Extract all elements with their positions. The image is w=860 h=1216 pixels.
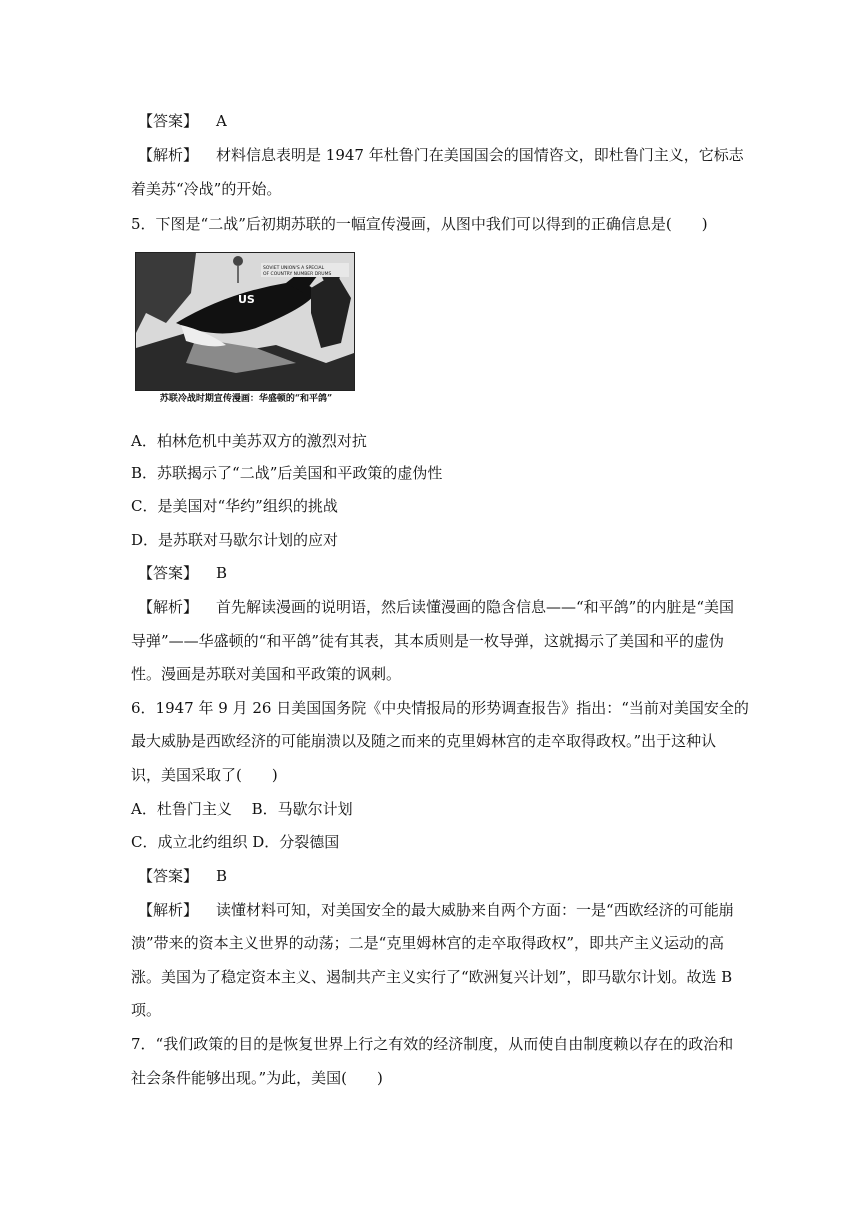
analysis-text: 项。 [131,1001,162,1019]
answer-value: B [216,867,228,885]
answer-value: A [216,112,227,130]
analysis-text: 涨。美国为了稳定资本主义、遏制共产主义实行了“欧洲复兴计划”，即马歇尔计划。故选 B [131,968,733,986]
analysis-text: 导弹”——华盛顿的“和平鸽”徒有其表，其本质则是一枚导弹，这就揭示了美国和平的虚伪 [131,632,725,650]
analysis-text: 读懂材料可知，对美国安全的最大威胁来自两个方面：一是“西欧经济的可能崩 [216,901,734,919]
analysis-text: 材料信息表明是 1947 年杜鲁门在美国国会的国情咨文，即杜鲁门主义，它标志 [216,146,744,164]
cartoon-us-label: US [238,293,255,306]
analysis-text: 溃”带来的资本主义世界的动荡；二是“克里姆林宫的走卒取得政权”，即共产主义运动的高 [131,934,725,952]
q6-answer [138,866,738,886]
answer-tag: 【答案】 [138,112,199,130]
q6-analysis [138,900,738,920]
analysis-text: 性。漫画是苏联对美国和平政策的讽刺。 [131,665,402,683]
question-stem: 识，美国采取了( ) [131,766,278,784]
q5-analysis [138,597,738,617]
option-d: D．是苏联对马歇尔计划的应对 [131,531,339,549]
cartoon-illustration [136,253,354,390]
option-a: A．柏林危机中美苏双方的激烈对抗 [131,432,367,450]
q5-answer [138,563,738,583]
figure-caption: 苏联冷战时期宣传漫画：华盛顿的“和平鸽” [159,394,333,404]
propaganda-cartoon-image [135,252,355,391]
q4-answer [138,111,738,131]
option-row: A．杜鲁门主义 B．马歇尔计划 [131,800,353,818]
analysis-tag: 【解析】 [138,901,199,919]
question-stem: 5．下图是“二战”后初期苏联的一幅宣传漫画，从图中我们可以得到的正确信息是( ) [131,215,708,233]
analysis-text: 着美苏“冷战”的开始。 [131,180,282,198]
question-stem: 最大威胁是西欧经济的可能崩溃以及随之而来的克里姆林宫的走卒取得政权。”出于这种认 [131,732,717,750]
q4-analysis [138,145,744,165]
question-stem: 6．1947 年 9 月 26 日美国国务院《中央情报局的形势调查报告》指出：“当前对美国安全的 [131,699,749,717]
question-stem: 7．“我们政策的目的是恢复世界上行之有效的经济制度，从而使自由制度赖以存在的政治和 [131,1035,734,1053]
question-stem: 社会条件能够出现。”为此，美国( ) [131,1069,383,1087]
analysis-tag: 【解析】 [138,598,199,616]
answer-tag: 【答案】 [138,867,199,885]
answer-tag: 【答案】 [138,564,199,582]
option-row: C．成立北约组织 D．分裂德国 [131,833,340,851]
option-b: B．苏联揭示了“二战”后美国和平政策的虚伪性 [131,464,443,482]
answer-value: B [216,564,228,582]
option-c: C．是美国对“华约”组织的挑战 [131,497,338,515]
analysis-text: 首先解读漫画的说明语，然后读懂漫画的隐含信息——“和平鸽”的内脏是“美国 [216,598,735,616]
cartoon-sign-text: SOVIET UNION'S A SPECIAL [263,266,325,271]
cartoon-sign-text: OF COUNTRY NUMBER DRUMS [263,272,332,277]
analysis-tag: 【解析】 [138,146,199,164]
